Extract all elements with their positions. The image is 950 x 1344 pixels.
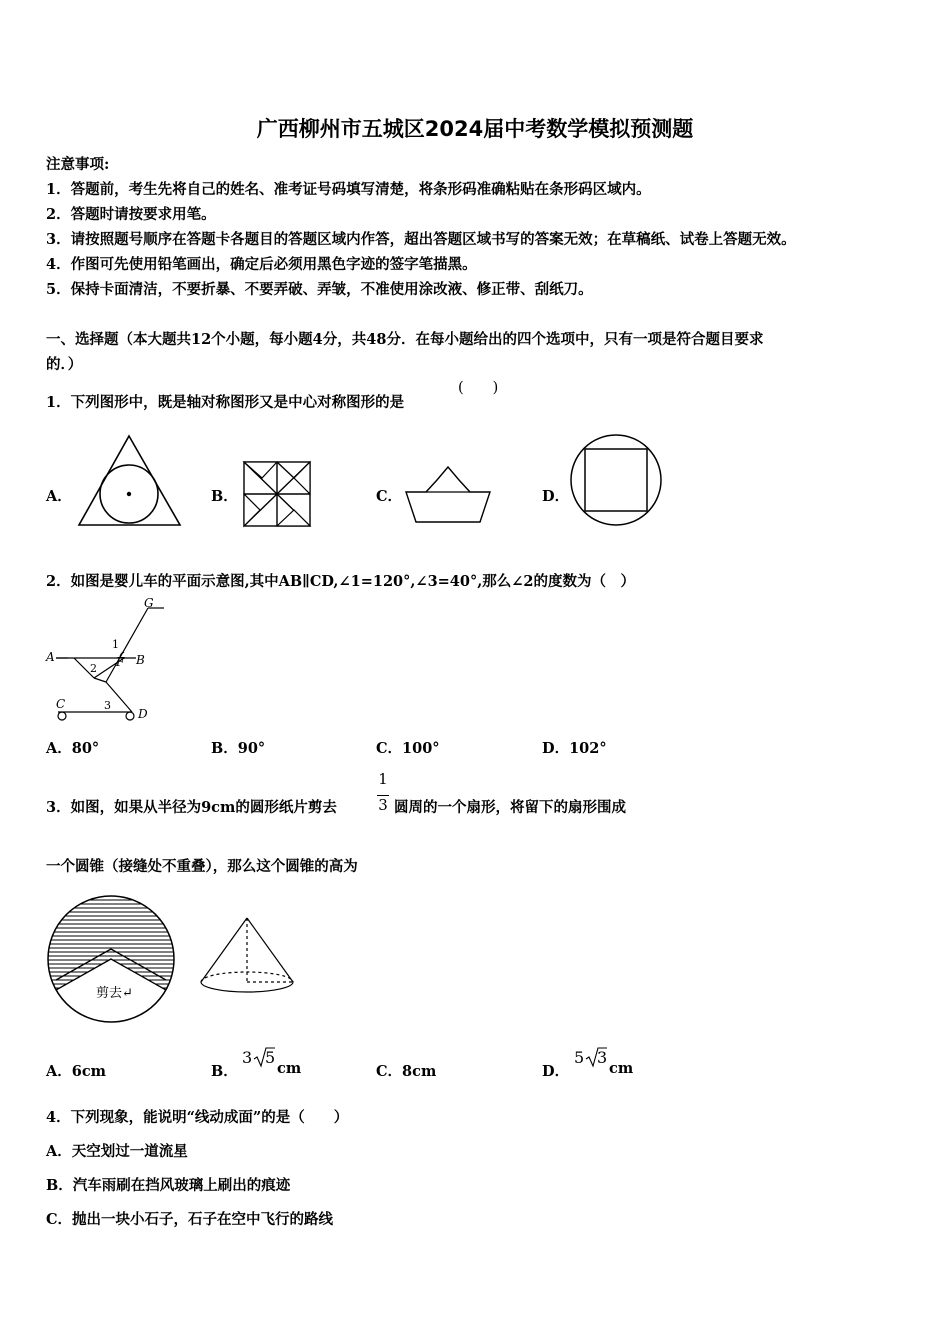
q3-option-d-unit: cm [609, 1060, 634, 1077]
q3-option-b-unit: cm [277, 1060, 302, 1077]
q3-option-b-coefficient: 3 [242, 1048, 253, 1067]
q3-option-a[interactable]: A．6cm [46, 1063, 107, 1080]
question-3-stem: 3．如图，如果从半径为9cm的圆形纸片剪去 [46, 799, 337, 816]
label-angle-2: 2 [90, 662, 97, 675]
section-heading: 一、选择题（本大题共12个小题，每小题4分，共48分．在每小题给出的四个选项中，只有一项是符合题目要求 [46, 331, 764, 348]
q1-option-d[interactable]: D． [542, 488, 570, 505]
q1-option-c[interactable]: C． [376, 488, 403, 505]
answer-paren: ( ) [458, 380, 499, 396]
notice-item: 2．答题时请按要求用笔。 [46, 206, 216, 223]
label-f: F [116, 655, 125, 669]
fraction-numerator: 1 [378, 770, 388, 788]
label-c: C [56, 697, 66, 711]
label-a: A [46, 650, 55, 664]
cut-label: 剪去↵ [96, 986, 133, 1001]
q3-option-d[interactable] [542, 1060, 569, 1081]
q1-figure-d-square-in-circle [570, 434, 662, 526]
notice-item: 4．作图可先使用铅笔画出，确定后必须用黑色字迹的签字笔描黑。 [46, 256, 477, 273]
notice-item: 1．答题前，考生先将自己的姓名、准考证号码填写清楚，将条形码准确粘贴在条形码区域内。 [46, 181, 651, 198]
q1-figure-b-pinwheel [242, 460, 312, 528]
q3-figure-circle-and-cone [46, 894, 296, 1026]
label-g: G [144, 596, 154, 610]
q3-option-d-coefficient: 5 [574, 1048, 585, 1067]
q1-option-a[interactable]: A． [46, 488, 72, 505]
q3-option-d-radicand: 3 [597, 1048, 608, 1067]
q4-option-a[interactable]: A．天空划过一道流星 [46, 1143, 188, 1160]
label-angle-3: 3 [104, 699, 111, 712]
q4-option-c[interactable]: C．抛出一块小石子，石子在空中飞行的路线 [46, 1211, 334, 1228]
question-2-stem: 2．如图是婴儿车的平面示意图,其中AB∥CD,∠1=120°,∠3=40°,那么∠2的度数为（ ） [46, 573, 636, 590]
label-angle-1: 1 [112, 638, 119, 651]
q1-option-b[interactable]: B． [211, 488, 238, 505]
q1-figure-a-triangle-circle [78, 434, 182, 528]
q2-option-b[interactable]: B．90° [211, 740, 266, 757]
notice-item: 5．保持卡面清洁，不要折暴、不要弄破、弄皱，不准使用涂改液、修正带、刮纸刀。 [46, 281, 593, 298]
q3-option-b[interactable] [211, 1060, 238, 1081]
fraction-denominator: 3 [378, 796, 388, 814]
q3-option-b-letter: B． [211, 1063, 238, 1080]
notice-item: 3．请按照题号顺序在答题卡各题目的答题区域内作答，超出答题区域书写的答案无效；在草稿纸、试卷上答题无效。 [46, 231, 796, 248]
question-1-stem: 1．下列图形中，既是轴对称图形又是中心对称图形的是 [46, 394, 405, 411]
notice-heading: 注意事项: [46, 156, 110, 173]
q3-option-c[interactable]: C．8cm [376, 1063, 437, 1080]
q2-option-d[interactable]: D．102° [542, 740, 607, 757]
label-d: D [138, 707, 148, 721]
q2-option-a[interactable]: A．80° [46, 740, 100, 757]
question-4-stem: 4．下列现象，能说明“线动成面”的是（ ） [46, 1109, 349, 1126]
q1-figure-c-boat [404, 466, 492, 524]
question-3-stem-cont: 圆周的一个扇形，将留下的扇形围成 [394, 799, 626, 816]
q2-figure-stroller [44, 598, 204, 724]
q2-option-c[interactable]: C．100° [376, 740, 440, 757]
label-b: B [136, 653, 145, 667]
q4-option-b[interactable]: B．汽车雨刷在挡风玻璃上刷出的痕迹 [46, 1177, 291, 1194]
q3-option-b-radicand: 5 [265, 1048, 276, 1067]
question-3-stem-line2: 一个圆锥（接缝处不重叠），那么这个圆锥的高为 [46, 858, 358, 875]
page-title: 广西柳州市五城区2024届中考数学模拟预测题 [256, 117, 694, 141]
q3-option-d-letter: D． [542, 1063, 570, 1080]
section-heading-cont: 的．） [46, 356, 83, 373]
